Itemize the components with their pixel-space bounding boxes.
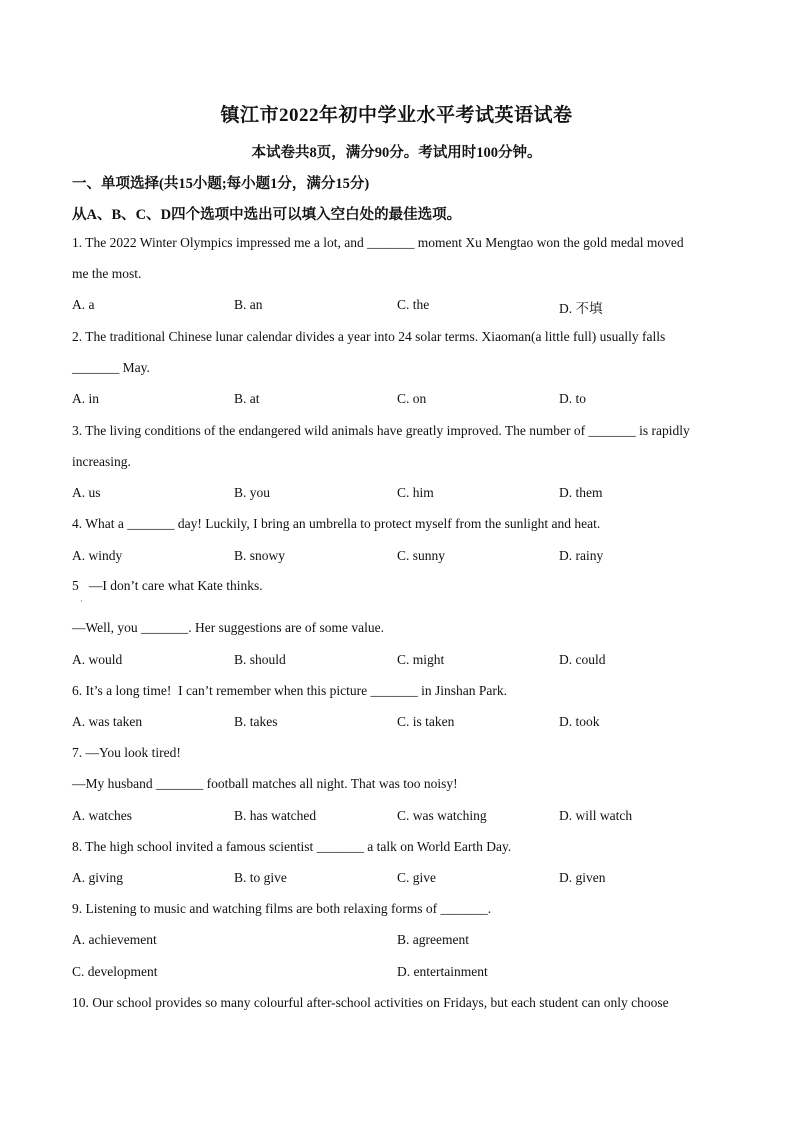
stray-mark: ·	[80, 597, 83, 606]
question-4-option-b: B. snowy	[234, 548, 286, 563]
question-8-option-d: D. given	[559, 870, 606, 885]
question-2-option-d: D. to	[559, 391, 586, 406]
question-3-option-d: D. them	[559, 485, 603, 500]
question-6-option-a: A. was taken	[72, 714, 143, 729]
page-title: 镇江市2022年初中学业水平考试英语试卷	[220, 105, 573, 126]
question-9-option-a: A. achievement	[72, 932, 157, 947]
question-2-option-a: A. in	[72, 391, 99, 406]
question-7-option-b: B. has watched	[234, 808, 317, 823]
question-5-option-c: C. might	[397, 652, 445, 667]
question-1-option-a: A. a	[72, 297, 95, 312]
question-7-option-a: A. watches	[72, 808, 132, 823]
question-2-line-1: 2. The traditional Chinese lunar calendar divides a year into 24 solar terms. Xiaoman(a little full) usually falls	[72, 329, 666, 344]
question-1-line-2: me the most.	[72, 266, 142, 281]
question-3-line-2: increasing.	[72, 454, 131, 469]
question-3-line-1: 3. The living conditions of the endangered wild animals have greatly improved. The number of _______ is rapidly	[72, 423, 690, 438]
question-4-line-1: 4. What a _______ day! Luckily, I bring an umbrella to protect myself from the sunlight and heat.	[72, 516, 601, 531]
question-1-option-b: B. an	[234, 297, 263, 312]
question-8-line-1: 8. The high school invited a famous scientist _______ a talk on World Earth Day.	[72, 839, 512, 854]
question-6-option-c: C. is taken	[397, 714, 455, 729]
section-heading: 一、单项选择(共15小题;每小题1分，满分15分)	[72, 176, 370, 192]
question-9-option-b: B. agreement	[397, 932, 469, 947]
question-1-option-d: D. 不填	[559, 301, 603, 316]
question-7-line-2: —My husband _______ football matches all night. That was too noisy!	[72, 776, 458, 791]
question-5-line-2: —Well, you _______. Her suggestions are of some value.	[72, 620, 384, 635]
question-2-option-b: B. at	[234, 391, 260, 406]
question-5-option-a: A. would	[72, 652, 123, 667]
question-6-option-d: D. took	[559, 714, 600, 729]
question-5-option-d: D. could	[559, 652, 606, 667]
question-3-option-b: B. you	[234, 485, 271, 500]
question-1-line-1: 1. The 2022 Winter Olympics impressed me a lot, and _______ moment Xu Mengtao won the gold medal moved	[72, 235, 684, 250]
question-7-option-c: C. was watching	[397, 808, 487, 823]
question-9-option-d: D. entertainment	[397, 964, 488, 979]
question-3-option-a: A. us	[72, 485, 101, 500]
question-1-option-c: C. the	[397, 297, 430, 312]
question-6-option-b: B. takes	[234, 714, 278, 729]
question-7-line-1: 7. —You look tired!	[72, 745, 181, 760]
question-5-line-1: 5 —I don’t care what Kate thinks.	[72, 578, 263, 593]
question-3-option-c: C. him	[397, 485, 434, 500]
question-10-line-1: 10. Our school provides so many colourful after-school activities on Fridays, but each student can only choose	[72, 995, 669, 1010]
question-5-option-b: B. should	[234, 652, 286, 667]
instruction-text: 从A、B、C、D四个选项中选出可以填入空白处的最佳选项。	[72, 207, 462, 223]
question-4-option-c: C. sunny	[397, 548, 446, 563]
exam-info: 本试卷共8页，满分90分。考试用时100分钟。	[251, 145, 542, 161]
question-6-line-1: 6. It’s a long time! I can’t remember when this picture _______ in Jinshan Park.	[72, 683, 508, 698]
question-8-option-b: B. to give	[234, 870, 287, 885]
question-8-option-a: A. giving	[72, 870, 124, 885]
question-8-option-c: C. give	[397, 870, 436, 885]
question-2-line-2: _______ May.	[72, 360, 150, 375]
question-9-line-1: 9. Listening to music and watching films are both relaxing forms of _______.	[72, 901, 492, 916]
question-9-option-c: C. development	[72, 964, 158, 979]
question-4-option-a: A. windy	[72, 548, 123, 563]
question-4-option-d: D. rainy	[559, 548, 604, 563]
question-7-option-d: D. will watch	[559, 808, 633, 823]
question-2-option-c: C. on	[397, 391, 427, 406]
